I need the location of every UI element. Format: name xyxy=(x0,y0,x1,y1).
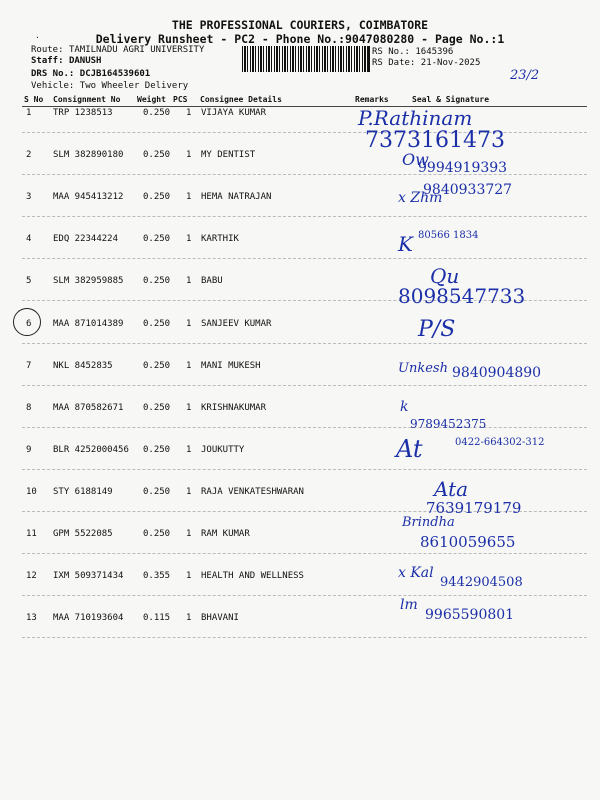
cell-sno: 2 xyxy=(26,150,32,161)
cell-consignment-no: NKL 8452835 xyxy=(53,360,113,371)
table-row xyxy=(0,106,600,153)
cell-sno: 10 xyxy=(26,486,37,497)
cell-consignment-no: STY 6188149 xyxy=(53,486,113,497)
row-divider xyxy=(22,385,587,386)
cell-sno: 1 xyxy=(26,108,32,118)
cell-sno: 5 xyxy=(26,276,32,287)
cell-consignment-no: SLM 382890180 xyxy=(53,150,124,161)
cell-pcs: 1 xyxy=(186,108,192,118)
cell-sno: 8 xyxy=(26,402,32,413)
vehicle-line xyxy=(31,81,188,92)
handwritten-signature: P/S xyxy=(418,316,456,342)
table-row xyxy=(0,476,600,529)
handwritten-signature: x Zhm xyxy=(398,190,443,207)
cell-weight: 0.250 xyxy=(143,192,171,203)
staff-value: DANUSH xyxy=(68,56,102,66)
col-remarks: Remarks xyxy=(355,95,389,104)
handwritten-phone: 9789452375 xyxy=(410,416,487,431)
cell-consignee: SANJEEV KUMAR xyxy=(201,318,272,329)
handwritten-phone: 80566 1834 xyxy=(418,230,479,242)
cell-consignee: BABU xyxy=(201,276,223,287)
col-seal: Seal & Signature xyxy=(412,95,490,104)
table-row xyxy=(0,182,600,234)
drs-value: DCJB164539601 xyxy=(79,69,151,79)
staff-line xyxy=(31,56,101,67)
cell-consignee: KARTHIK xyxy=(201,234,239,245)
route-label: Route: xyxy=(31,45,64,55)
cell-pcs: 1 xyxy=(186,613,192,624)
barcode xyxy=(242,46,370,72)
handwritten-signature: Unkesh xyxy=(398,360,448,376)
cell-consignment-no: GPM 5522085 xyxy=(53,529,113,539)
col-consignment: Consignment No xyxy=(53,95,121,104)
cell-consignee: JOUKUTTY xyxy=(201,444,245,455)
drs-label: DRS No.: xyxy=(31,69,75,79)
row-divider xyxy=(22,637,587,638)
handwritten-signature: Brindha xyxy=(402,515,455,530)
col-sno: S No xyxy=(24,95,44,104)
cell-pcs: 1 xyxy=(186,276,192,287)
table-row xyxy=(0,361,600,403)
cell-sno: 9 xyxy=(26,444,32,455)
handwritten-signature: Qu xyxy=(430,264,460,289)
rs-date-line xyxy=(372,58,480,69)
table-row xyxy=(0,230,600,276)
handwritten-date: 23/2 xyxy=(510,68,540,83)
handwritten-phone: 9840933727 xyxy=(423,182,513,199)
col-consignee: Consignee Details xyxy=(200,95,282,104)
cell-weight: 0.355 xyxy=(143,571,171,582)
cell-weight: 0.250 xyxy=(143,444,171,455)
table-row xyxy=(0,264,600,318)
handwritten-phone: 8610059655 xyxy=(420,533,516,551)
cell-consignment-no: BLR 4252000456 xyxy=(53,444,129,455)
table-row xyxy=(0,515,600,571)
row-divider xyxy=(22,595,587,596)
route-value: TAMILNADU AGRI UNIVERSITY xyxy=(68,45,205,55)
cell-consignment-no: SLM 382959885 xyxy=(53,276,124,287)
row-divider xyxy=(22,258,587,259)
route-line xyxy=(31,45,204,56)
table-row xyxy=(0,316,600,361)
handwritten-signature: Ata xyxy=(434,476,469,501)
rs-no-line xyxy=(372,47,453,58)
handwritten-signature: P.Rathinam xyxy=(358,106,473,130)
cell-sno: 12 xyxy=(26,571,37,582)
runsheet-subtitle: Delivery Runsheet - PC2 - Phone No.:9047080280 - Page No.:1 xyxy=(95,32,505,46)
staff-label: Staff: xyxy=(31,56,64,66)
row-divider xyxy=(22,216,587,217)
table-row xyxy=(0,597,600,655)
cell-weight: 0.115 xyxy=(143,613,171,624)
rs-date-label: RS Date: xyxy=(372,58,416,68)
handwritten-signature: At xyxy=(396,434,423,463)
handwritten-phone: 7373161473 xyxy=(365,128,505,153)
handwritten-phone: 8098547733 xyxy=(398,284,526,309)
cell-pcs: 1 xyxy=(186,529,192,539)
handwritten-signature: x Kal xyxy=(398,565,434,582)
cell-pcs: 1 xyxy=(186,486,192,497)
cell-consignee: VIJAYA KUMAR xyxy=(201,108,267,118)
vehicle-label: Vehicle: xyxy=(31,81,75,91)
cell-consignee: MANI MUKESH xyxy=(201,360,261,371)
cell-sno: 7 xyxy=(26,360,32,371)
cell-pcs: 1 xyxy=(186,571,192,582)
handwritten-phone: 7639179179 xyxy=(426,498,522,517)
cell-sno: 3 xyxy=(26,192,32,203)
cell-consignment-no: MAA 945413212 xyxy=(53,192,124,203)
cell-consignment-no: IXM 509371434 xyxy=(53,571,124,582)
cell-pcs: 1 xyxy=(186,150,192,161)
cell-consignee: MY DENTIST xyxy=(201,150,256,161)
handwritten-signature: Ow xyxy=(402,150,429,170)
cell-weight: 0.250 xyxy=(143,529,171,539)
cell-pcs: 1 xyxy=(186,318,192,329)
cell-consignee: HEALTH AND WELLNESS xyxy=(201,571,304,582)
rs-no-label: RS No.: xyxy=(372,47,410,57)
handwritten-signature: k xyxy=(400,398,409,415)
cell-pcs: 1 xyxy=(186,192,192,203)
col-pcs: PCS xyxy=(173,95,188,104)
cell-sno: 6 xyxy=(26,318,32,329)
cell-consignee: HEMA NATRAJAN xyxy=(201,192,272,203)
cell-consignment-no: MAA 870582671 xyxy=(53,402,124,413)
cell-pcs: 1 xyxy=(186,444,192,455)
cell-sno: 4 xyxy=(26,234,32,245)
cell-weight: 0.250 xyxy=(143,360,171,371)
rs-no-value: 1645396 xyxy=(415,47,454,57)
cell-consignee: KRISHNAKUMAR xyxy=(201,402,267,413)
cell-weight: 0.250 xyxy=(143,150,171,161)
cell-pcs: 1 xyxy=(186,402,192,413)
handwritten-signature: lm xyxy=(400,597,418,614)
cell-sno: 11 xyxy=(26,529,37,539)
row-divider xyxy=(22,469,587,470)
row-divider xyxy=(22,343,587,344)
company-title: THE PROFESSIONAL COURIERS, COIMBATORE xyxy=(171,18,429,32)
handwritten-signature: K xyxy=(398,232,413,257)
cell-pcs: 1 xyxy=(186,234,192,245)
cell-weight: 0.250 xyxy=(143,318,171,329)
cell-weight: 0.250 xyxy=(143,276,171,287)
cell-consignee: BHAVANI xyxy=(201,613,239,624)
header-rule xyxy=(22,106,587,107)
handwritten-phone: 0422-664302-312 xyxy=(455,436,545,448)
cell-consignment-no: EDQ 22344224 xyxy=(53,234,119,245)
cell-pcs: 1 xyxy=(186,360,192,371)
row-divider xyxy=(22,553,587,554)
cell-weight: 0.250 xyxy=(143,486,171,497)
cell-consignee: RAM KUMAR xyxy=(201,529,250,539)
handwritten-phone: 9994919393 xyxy=(418,160,508,177)
cell-weight: 0.250 xyxy=(143,234,171,245)
cell-consignment-no: MAA 710193604 xyxy=(53,613,124,624)
corner-mark: · xyxy=(35,33,40,42)
rs-date-value: 21-Nov-2025 xyxy=(420,58,481,68)
cell-weight: 0.250 xyxy=(143,108,171,118)
table-row xyxy=(0,434,600,487)
cell-sno: 13 xyxy=(26,613,37,624)
handwritten-phone: 9442904508 xyxy=(440,575,523,591)
cell-consignment-no: MAA 871014389 xyxy=(53,318,124,329)
handwritten-phone: 9840904890 xyxy=(452,364,542,381)
cell-consignment-no: TRP 1238513 xyxy=(53,108,113,118)
handwritten-phone: 9965590801 xyxy=(425,607,515,624)
col-weight: Weight xyxy=(137,95,166,104)
row-divider xyxy=(22,427,587,428)
cell-consignee: RAJA VENKATESHWARAN xyxy=(201,486,304,497)
vehicle-value: Two Wheeler Delivery xyxy=(79,81,189,91)
drs-line xyxy=(31,69,150,80)
cell-weight: 0.250 xyxy=(143,402,171,413)
